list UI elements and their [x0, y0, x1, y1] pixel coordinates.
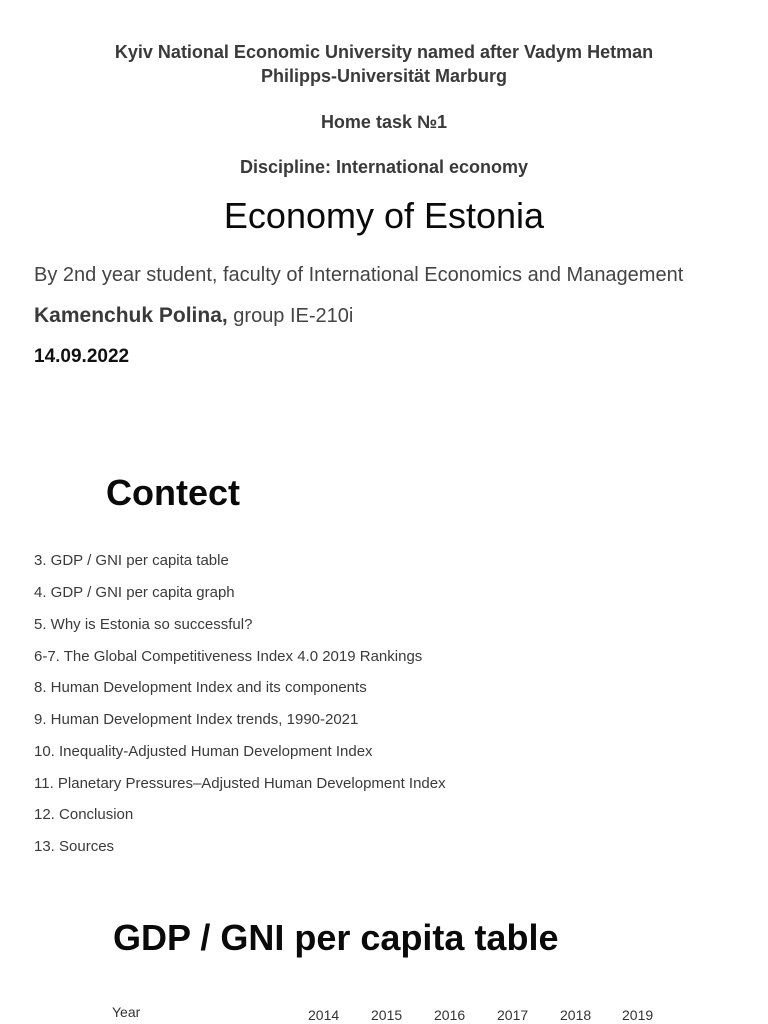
- page-title: Economy of Estonia: [223, 195, 545, 236]
- gdp-table-heading: GDP / GNI per capita table: [113, 917, 559, 958]
- university-name-marburg: Philipps-Universität Marburg: [260, 66, 508, 86]
- contents-item: 6-7. The Global Competitiveness Index 4.0 2019 Rankings: [34, 648, 423, 665]
- discipline-label: Discipline: International economy: [239, 157, 529, 177]
- contents-item: 4. GDP / GNI per capita graph: [34, 584, 235, 601]
- contents-item: 11. Planetary Pressures–Adjusted Human Development Index: [34, 775, 446, 792]
- table-column-header: 2017: [497, 1007, 529, 1023]
- university-name-kneu: Kyiv National Economic University named after Vadym Hetman: [114, 42, 654, 62]
- author-group: group IE-210i: [233, 305, 354, 327]
- table-column-header: 2014: [308, 1007, 340, 1023]
- contents-item: 10. Inequality-Adjusted Human Development Index: [34, 743, 373, 760]
- author-name: Kamenchuk Polina,: [34, 304, 228, 327]
- contents-heading: Contect: [106, 472, 240, 513]
- table-column-header: 2015: [371, 1007, 403, 1023]
- author-byline: By 2nd year student, faculty of International Economics and Management: [34, 264, 684, 286]
- contents-item: 9. Human Development Index trends, 1990-2021: [34, 711, 359, 728]
- home-task-label: Home task №1: [320, 112, 448, 132]
- contents-item: 5. Why is Estonia so successful?: [34, 616, 253, 633]
- table-row-header: Year: [112, 1004, 141, 1020]
- contents-item: 12. Conclusion: [34, 806, 134, 823]
- contents-item: 3. GDP / GNI per capita table: [34, 552, 229, 569]
- table-column-header: 2019: [622, 1007, 654, 1023]
- table-column-header: 2016: [434, 1007, 466, 1023]
- contents-item: 13. Sources: [34, 838, 115, 855]
- contents-item: 8. Human Development Index and its components: [34, 679, 367, 696]
- table-column-header: 2018: [560, 1007, 592, 1023]
- author-line: [34, 304, 353, 328]
- submission-date: 14.09.2022: [34, 346, 130, 367]
